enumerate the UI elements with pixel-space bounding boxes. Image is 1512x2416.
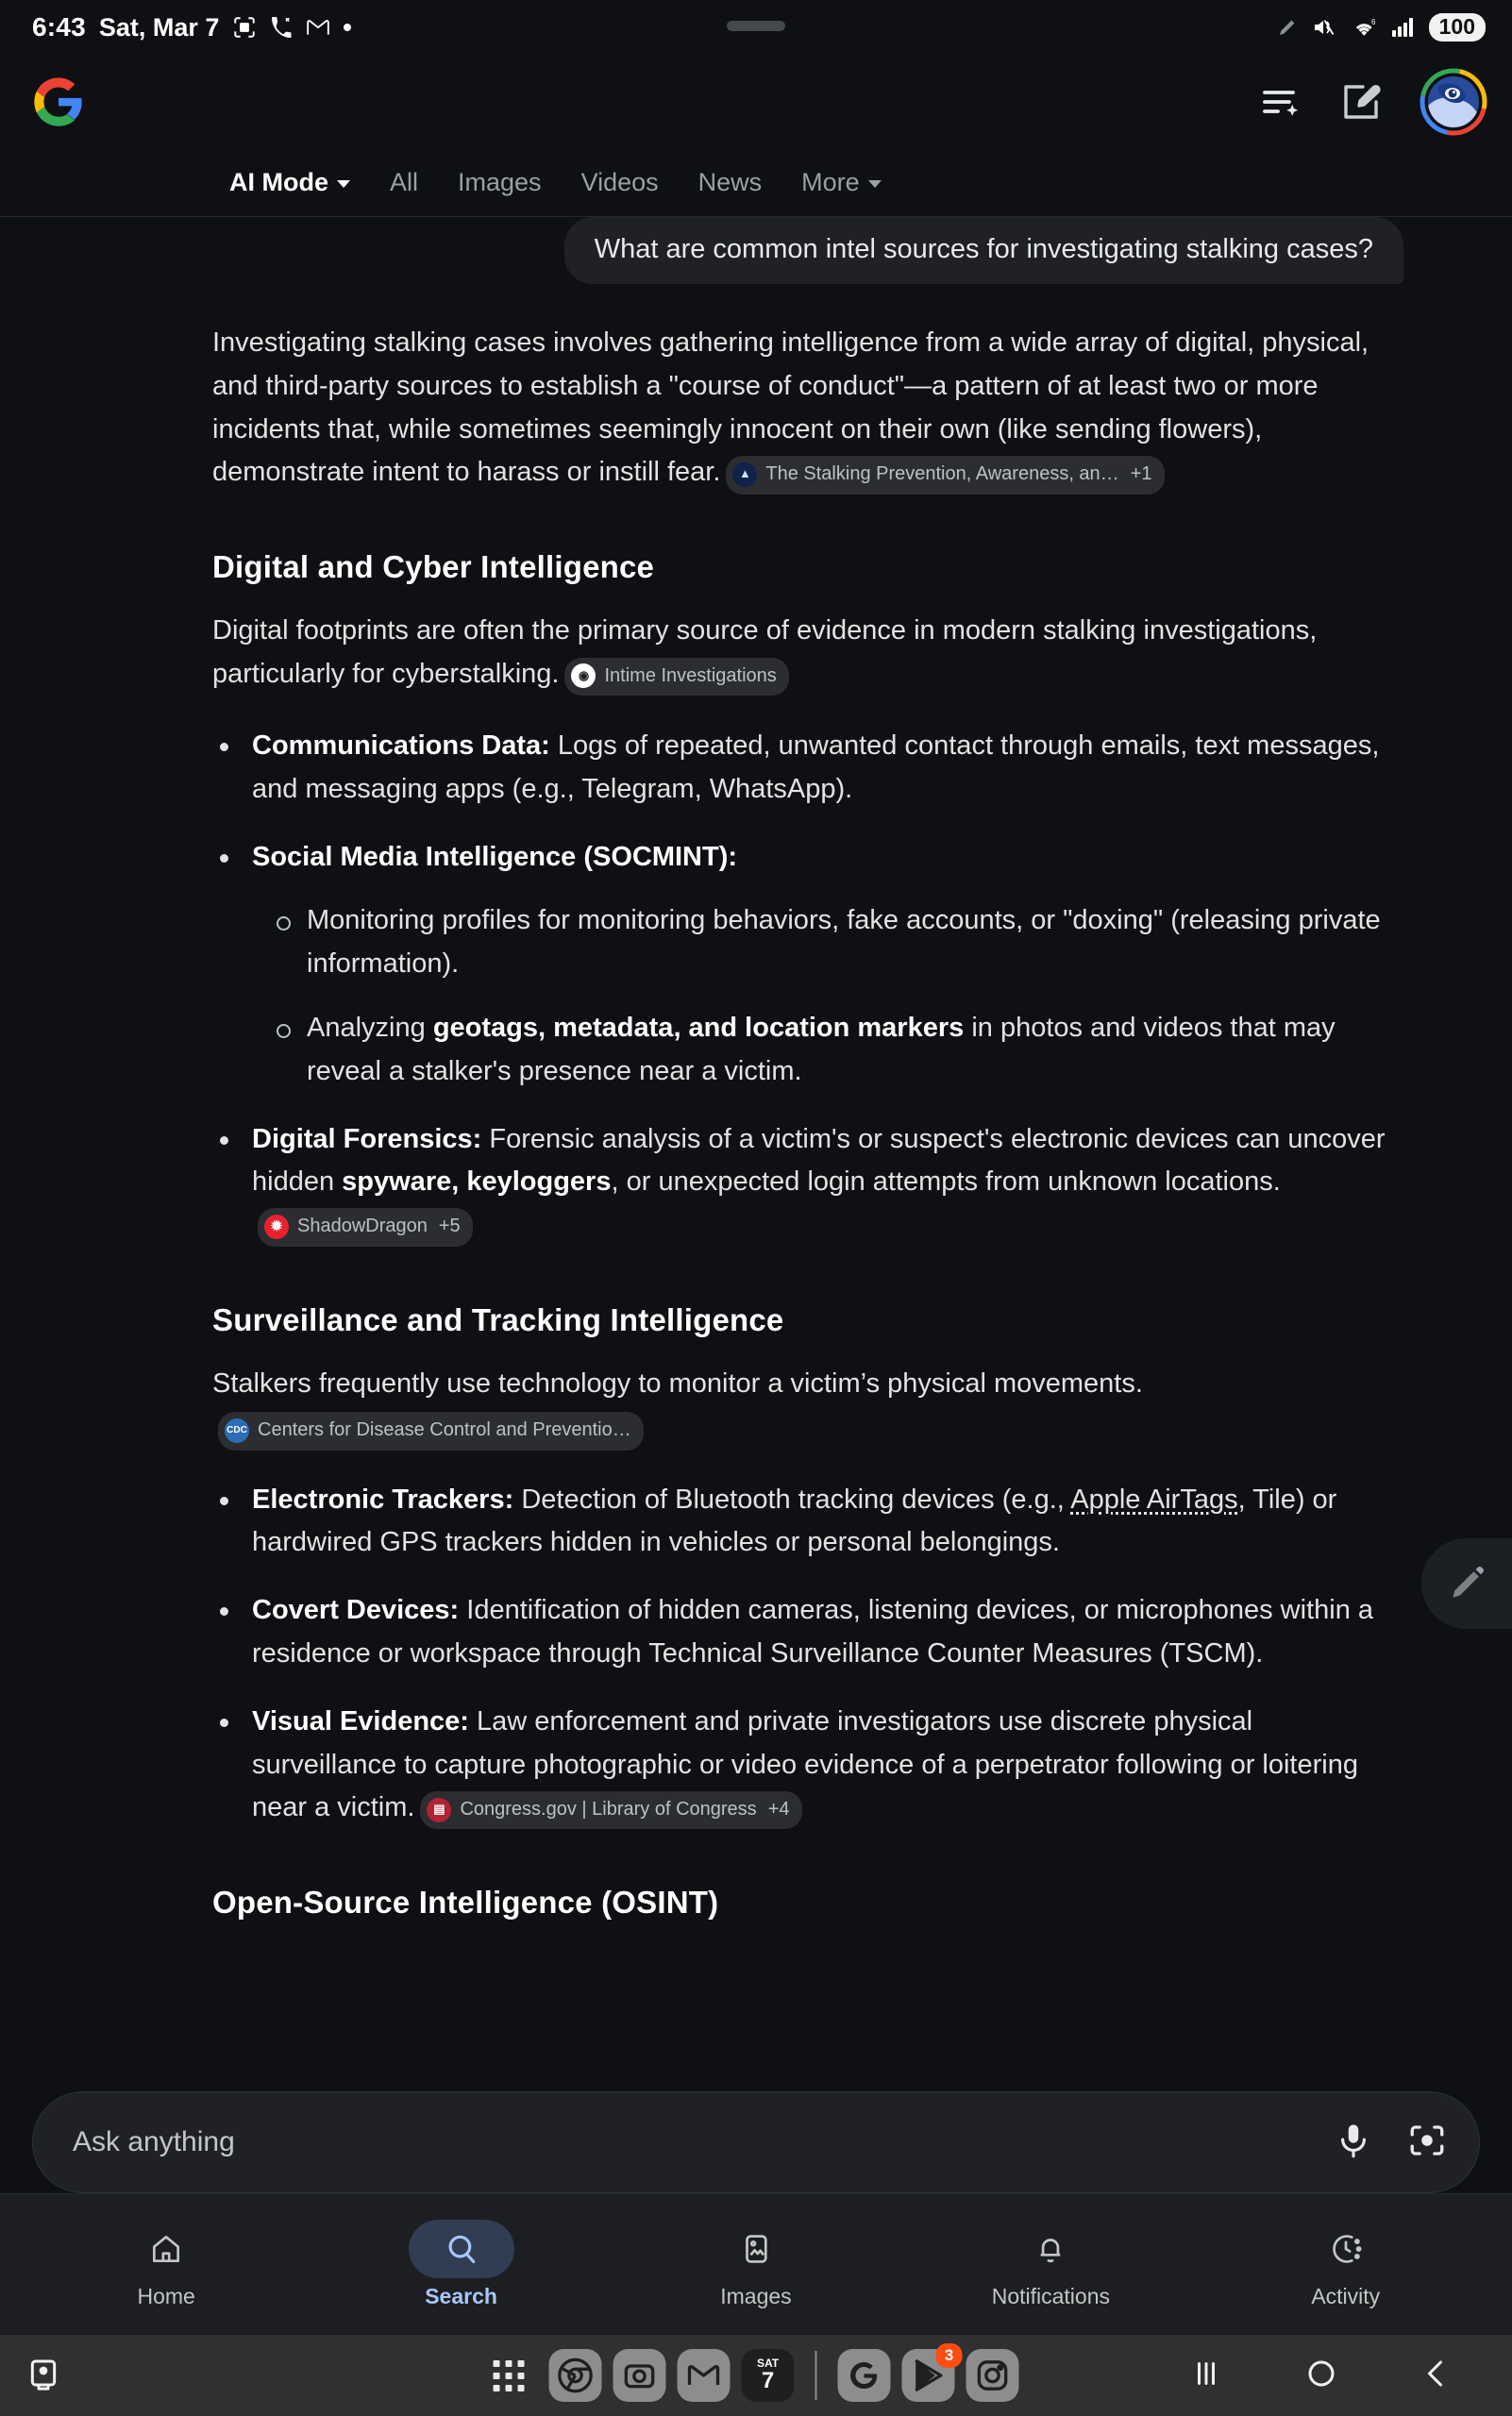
bullet-text-after: , Tile) or hardwired GPS trackers hidden in vehicles or personal belongings. [252, 1484, 1337, 1558]
back-button[interactable] [1420, 2357, 1453, 2395]
citation-label: The Stalking Prevention, Awareness, an… [765, 462, 1119, 484]
chevron-down-icon [868, 180, 882, 188]
calendar-day-number: 7 [761, 2367, 775, 2393]
stylus-icon [1276, 16, 1299, 39]
google-logo[interactable] [32, 76, 85, 128]
camera-icon[interactable] [613, 2349, 666, 2402]
nav-tabs [0, 149, 1512, 217]
citation-chip[interactable] [258, 1208, 473, 1247]
search-icon [409, 2220, 514, 2278]
bottom-nav-home[interactable] [76, 2220, 256, 2309]
sub-bullet-text-post: in photos and videos that may reveal a stalker's presence near a victim. [307, 1012, 1336, 1086]
list-item [273, 899, 1403, 986]
bell-icon [998, 2220, 1103, 2278]
citation-favicon: ◉ [571, 663, 596, 688]
citation-favicon: ▤ [427, 1798, 451, 1822]
missed-call-icon [270, 16, 293, 39]
tab-all[interactable] [370, 168, 438, 197]
answer-intro [212, 322, 1403, 495]
avatar[interactable] [1420, 68, 1487, 136]
bullet-text: Logs of repeated, unwanted contact through emails, text messages, and messaging apps (e.g., Telegram, WhatsApp). [252, 730, 1380, 804]
list-item [212, 1118, 1403, 1248]
bullet-term: Visual Evidence: [252, 1705, 469, 1736]
calendar-icon[interactable] [742, 2349, 795, 2402]
section-bullets-surveillance [212, 1479, 1403, 1831]
sub-bullets-socmint [273, 899, 1403, 1093]
bullet-term: Electronic Trackers: [252, 1484, 514, 1515]
section-lead-surveillance [212, 1363, 1403, 1451]
instagram-icon[interactable] [966, 2349, 1019, 2402]
system-taskbar [0, 2335, 1512, 2416]
bullet-term: Communications Data: [252, 730, 550, 761]
list-item [212, 725, 1403, 812]
citation-label: Congress.gov | Library of Congress [460, 1798, 757, 1820]
bottom-nav-label: Notifications [991, 2284, 1110, 2308]
bullet-text: Forensic analysis of a victim's or suspect's electronic devices can uncover hidden [252, 1123, 1386, 1198]
citation-chip[interactable] [420, 1791, 801, 1830]
more-dot-icon [344, 24, 351, 31]
answer-intro-text: Investigating stalking cases involves gathering intelligence from a wide array of digital, physical, and third-party sources to establish a "course of conduct"—a pattern of at least two or more incidents that, while sometimes seemingly innocent on their own (like sending flowers), demonstrate intent to harass or instill fear. [212, 327, 1369, 488]
chevron-down-icon [337, 180, 350, 188]
section-lead-text: Digital footprints are often the primary source of evidence in modern stalking investigations, particularly for cyberstalking. [212, 615, 1318, 690]
recents-button[interactable] [1189, 2357, 1223, 2395]
bottom-nav-label: Images [720, 2284, 792, 2308]
tab-label: Videos [580, 168, 659, 196]
ask-input-placeholder[interactable]: Ask anything [73, 2126, 235, 2157]
citation-chip[interactable] [218, 1412, 644, 1451]
bottom-nav-label: Home [137, 2284, 195, 2308]
status-bar-right [1276, 13, 1486, 42]
status-date: Sat, Mar 7 [98, 12, 220, 42]
section-heading-digital: Digital and Cyber Intelligence [212, 549, 655, 585]
list-item [212, 1589, 1403, 1676]
tab-label: More [801, 168, 860, 196]
section-heading-surveillance: Surveillance and Tracking Intelligence [212, 1302, 784, 1337]
section-lead-text: Stalkers frequently use technology to monitor a victim’s physical movements. [212, 1368, 1143, 1399]
images-icon [703, 2220, 809, 2278]
tab-ai-mode[interactable] [210, 168, 370, 197]
wifi-6-icon [1352, 16, 1378, 39]
cellular-signal-icon [1391, 17, 1416, 38]
citation-label: ShadowDragon [297, 1216, 428, 1237]
citation-chip[interactable] [726, 456, 1164, 495]
screenshot-capture-icon[interactable] [15, 2357, 72, 2394]
status-bar-left [32, 12, 351, 42]
tab-videos[interactable] [562, 168, 679, 197]
bottom-nav-notifications[interactable] [961, 2220, 1140, 2309]
tab-images[interactable] [438, 168, 562, 197]
home-icon [113, 2220, 219, 2278]
bottom-nav-label: Activity [1311, 2284, 1381, 2308]
list-item [273, 1007, 1403, 1094]
citation-label: Centers for Disease Control and Preventio… [258, 1418, 631, 1440]
bullet-term: Social Media Intelligence (SOCMINT): [252, 841, 738, 872]
list-item [212, 836, 1403, 1094]
bottom-nav-bar [0, 2193, 1512, 2335]
section-bullets-digital [212, 725, 1403, 1248]
status-time: 6:43 [32, 12, 86, 42]
ask-bar-actions [1334, 2121, 1447, 2165]
app-header-actions [1257, 68, 1487, 136]
bottom-nav-search[interactable] [372, 2220, 551, 2309]
sub-bullet-text: Monitoring profiles for monitoring behaviors, fake accounts, or "doxing" (releasing private information). [307, 905, 1381, 980]
taskbar-nav [1189, 2357, 1512, 2395]
list-item [212, 1479, 1403, 1566]
ai-answer [0, 322, 1512, 1921]
bullet-text: Identification of hidden cameras, listening devices, or microphones within a residence or workspace through Technical Surveillance Counter Measures (TSCM). [252, 1595, 1374, 1669]
vibrate-mute-icon [1312, 16, 1338, 39]
gmail-icon [306, 15, 330, 40]
app-header [0, 55, 1512, 149]
citation-extra: +1 [1130, 462, 1152, 484]
taskbar-apps [494, 2346, 1019, 2402]
citation-extra: +5 [438, 1216, 461, 1237]
tab-label: Images [458, 168, 542, 196]
compose-icon[interactable] [1338, 79, 1384, 125]
citation-favicon: ▲ [732, 462, 757, 487]
google-icon[interactable] [838, 2349, 891, 2402]
sub-bullet-text-pre: Analyzing [307, 1012, 433, 1043]
answer-scroll-area[interactable] [0, 217, 1512, 2095]
edit-pencil-fab[interactable] [1421, 1538, 1512, 1629]
bullet-text: Law enforcement and private investigators use discrete physical surveillance to capture photographic or video evidence of a perpetrator following or loitering near a victim. [252, 1705, 1358, 1823]
calendar-day-label: SAT [756, 2356, 780, 2370]
section-lead-digital [212, 610, 1403, 696]
tab-label: AI Mode [229, 168, 328, 196]
bullet-text-underlined[interactable]: Apple AirTags [1070, 1484, 1238, 1515]
list-item [212, 1701, 1403, 1830]
user-query-row [0, 217, 1512, 284]
tab-more[interactable] [781, 168, 901, 197]
bullet-text: Detection of Bluetooth tracking devices (e.g., [513, 1484, 1071, 1515]
home-button[interactable] [1304, 2357, 1338, 2395]
section-heading-osint: Open-Source Intelligence (OSINT) [212, 1885, 719, 1921]
taskbar-divider [815, 2351, 817, 2400]
play-store-badge: 3 [936, 2343, 963, 2368]
google-lens-icon[interactable] [1407, 2121, 1447, 2165]
citation-favicon: CDC [225, 1418, 249, 1443]
activity-icon [1293, 2220, 1399, 2278]
list-sparkle-icon[interactable] [1257, 79, 1302, 125]
bottom-nav-images[interactable] [666, 2220, 846, 2309]
citation-favicon: ✹ [264, 1215, 289, 1239]
bullet-text-after: , or unexpected login attempts from unknown locations. [611, 1166, 1281, 1198]
tab-label: All [390, 168, 419, 196]
bottom-nav-label: Search [425, 2284, 497, 2308]
gmail-icon[interactable] [678, 2349, 731, 2402]
bullet-text-bold: spyware, keyloggers [342, 1166, 612, 1198]
camera-punch-hole [727, 21, 785, 31]
bullet-term: Digital Forensics: [252, 1123, 482, 1154]
ask-bar-container [0, 2091, 1512, 2193]
sub-bullet-text-bold: geotags, metadata, and location markers [432, 1012, 965, 1043]
screenshot-icon [232, 15, 257, 40]
svg-text:6: 6 [1370, 17, 1376, 26]
ask-anything-bar[interactable] [32, 2091, 1480, 2193]
status-bar [0, 0, 1512, 55]
tab-news[interactable] [679, 168, 782, 197]
citation-chip[interactable] [564, 658, 788, 696]
battery-percent: 100 [1429, 13, 1486, 42]
bullet-term: Covert Devices: [252, 1595, 460, 1626]
bottom-nav-activity[interactable] [1256, 2220, 1436, 2309]
tab-label: News [697, 168, 763, 196]
citation-extra: +4 [767, 1798, 790, 1820]
user-query-bubble: What are common intel sources for investigating stalking cases? [564, 217, 1403, 284]
chrome-icon[interactable] [549, 2349, 602, 2402]
microphone-icon[interactable] [1334, 2121, 1373, 2165]
all-apps-grid-icon[interactable] [494, 2360, 525, 2391]
play-store-icon[interactable] [902, 2346, 955, 2402]
citation-label: Intime Investigations [604, 664, 777, 686]
